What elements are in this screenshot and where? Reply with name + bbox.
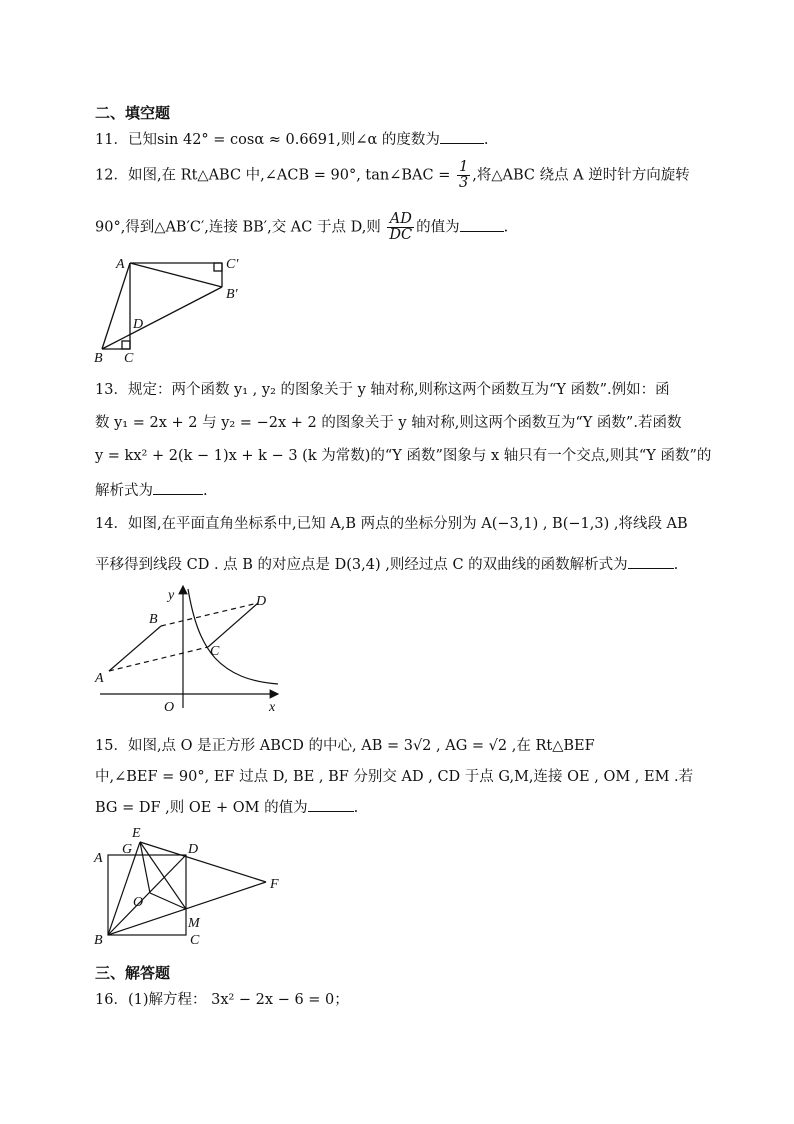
q15-label-G: G <box>122 842 133 857</box>
question-15-line3 <box>95 796 358 817</box>
q15-answer-blank[interactable] <box>308 797 354 812</box>
q13-number: 13． <box>95 382 128 398</box>
q12-line1-a: 如图,在 Rt△ABC 中,∠ACB = 90°, tan∠BAC = <box>127 167 451 184</box>
q14-answer-blank[interactable] <box>628 554 674 569</box>
q14-figure <box>90 583 290 718</box>
question-14-line2 <box>95 553 678 574</box>
q15-figure <box>88 820 293 948</box>
q15-label-A: A <box>94 851 103 866</box>
question-13-line4 <box>95 479 208 500</box>
q12-label-C1: C′ <box>226 257 239 272</box>
q12-frac-denominator: 3 <box>458 175 469 192</box>
q12-label-B: B <box>94 351 103 366</box>
q11-text-a: 已知 <box>127 132 157 148</box>
q11-number: 11． <box>95 132 128 148</box>
q14-label-y: y <box>168 588 175 603</box>
q14-segment-BD <box>161 603 258 626</box>
q12-frac-numerator: 1 <box>458 159 469 175</box>
q16-text: (1)解方程： 3x² − 2x − 6 = 0； <box>127 992 349 1008</box>
q11-text-b: ,则∠α 的度数为 <box>336 132 440 148</box>
q15-label-E: E <box>132 826 141 841</box>
q15-line1: 如图,点 O 是正方形 ABCD 的中心, AB = 3√2 , AG = √2 ,在 Rt△BEF <box>127 738 595 754</box>
q12-figure <box>88 252 258 367</box>
q14-label-C: C <box>210 644 220 659</box>
q14-label-O: O <box>164 700 175 715</box>
q14-segment-CD <box>208 603 258 647</box>
question-14-line1 <box>95 512 688 533</box>
question-16 <box>95 988 349 1009</box>
q12-label-C: C <box>124 351 134 366</box>
q11-answer-blank[interactable] <box>440 129 484 144</box>
q12-frac2-denominator: DC <box>389 227 413 244</box>
q14-segment-AB <box>109 626 161 671</box>
q12-segment-AB1 <box>130 263 222 287</box>
q13-line4: 解析式为 <box>95 483 153 499</box>
q13-end: . <box>203 483 208 499</box>
q15-label-F: F <box>270 877 279 892</box>
q12-line1-b: ,将△ABC 绕点 A 逆时针方向旋转 <box>472 167 690 184</box>
q12-fraction-tan <box>457 160 470 191</box>
q14-number: 14． <box>95 516 128 532</box>
q12-label-D: D <box>133 317 144 332</box>
question-11 <box>95 128 489 149</box>
q15-label-C: C <box>190 933 200 948</box>
q15-line3: BG = DF ,则 OE + OM 的值为 <box>95 800 308 816</box>
q12-line2-b: 的值为 <box>416 219 460 236</box>
question-12-line2 <box>95 212 508 243</box>
q12-end: . <box>503 219 509 236</box>
q14-line1: 如图,在平面直角坐标系中,已知 A,B 两点的坐标分别为 A(−3,1) , B(−1,3) ,将线段 AB <box>127 516 688 532</box>
q13-line1: 规定：两个函数 y₁ , y₂ 的图象关于 y 轴对称,则称这两个函数互为“Y 函数”.例如：函 <box>127 382 670 398</box>
question-15-line1 <box>95 734 595 755</box>
q15-segment-EF <box>140 842 266 882</box>
q16-number: 16． <box>95 992 128 1008</box>
q11-end: . <box>483 132 489 148</box>
q12-number: 12． <box>95 167 128 184</box>
q14-label-B: B <box>149 612 158 627</box>
q12-right-angle-C1 <box>214 263 222 271</box>
q14-segment-AC <box>109 647 208 671</box>
q15-segment-BF <box>108 882 266 935</box>
q15-label-O: O <box>133 895 144 910</box>
q13-line2: 数 y₁ = 2x + 2 与 y₂ = −2x + 2 的图象关于 y 轴对称,则这两个函数互为“Y 函数”.若函数 <box>95 415 682 431</box>
q14-label-x: x <box>269 700 276 715</box>
q14-label-D: D <box>256 594 267 609</box>
q12-frac2-numerator: AD <box>387 212 414 228</box>
q13-line3: y = kx² + 2(k − 1)x + k − 3 (k 为常数)的“Y 函数”图象与 x 轴只有一个交点,则其“Y 函数”的 <box>95 448 712 464</box>
q12-fraction-ratio <box>387 212 414 243</box>
q14-line2: 平移得到线段 CD . 点 B 的对应点是 D(3,4) ,则经过点 C 的双曲线的函数解析式为 <box>95 557 628 573</box>
q15-end: . <box>353 800 359 816</box>
question-13-line2 <box>95 411 681 432</box>
question-15-line2 <box>95 765 693 786</box>
q15-label-D: D <box>188 842 199 857</box>
q15-diagonal-BD <box>108 855 186 935</box>
section-title-answer: 三、解答题 <box>95 964 171 982</box>
section-title-fill: 二、填空题 <box>95 104 171 122</box>
question-13-line3 <box>95 444 711 465</box>
q15-line2: 中,∠BEF = 90°, EF 过点 D, BE , BF 分别交 AD , CD 于点 G,M,连接 OE , OM , EM .若 <box>95 769 694 785</box>
q15-number: 15． <box>95 738 128 754</box>
question-13-line1 <box>95 378 670 399</box>
q12-segment-BB1 <box>102 287 222 349</box>
q14-end: . <box>673 557 679 573</box>
q12-label-A: A <box>116 257 125 272</box>
question-12-line1 <box>95 160 690 191</box>
q11-equation: sin 42° = cosα ≈ 0.6691 <box>156 132 337 148</box>
q15-label-M: M <box>188 916 200 931</box>
q12-line2-a: 90°,得到△AB′C′,连接 BB′,交 AC 于点 D,则 <box>95 219 381 236</box>
q12-right-angle-C <box>122 341 130 349</box>
q13-answer-blank[interactable] <box>153 480 203 495</box>
q12-label-B1: B′ <box>226 287 238 302</box>
q14-label-A: A <box>95 671 104 686</box>
q15-label-B: B <box>94 933 103 948</box>
q12-answer-blank[interactable] <box>460 217 504 232</box>
